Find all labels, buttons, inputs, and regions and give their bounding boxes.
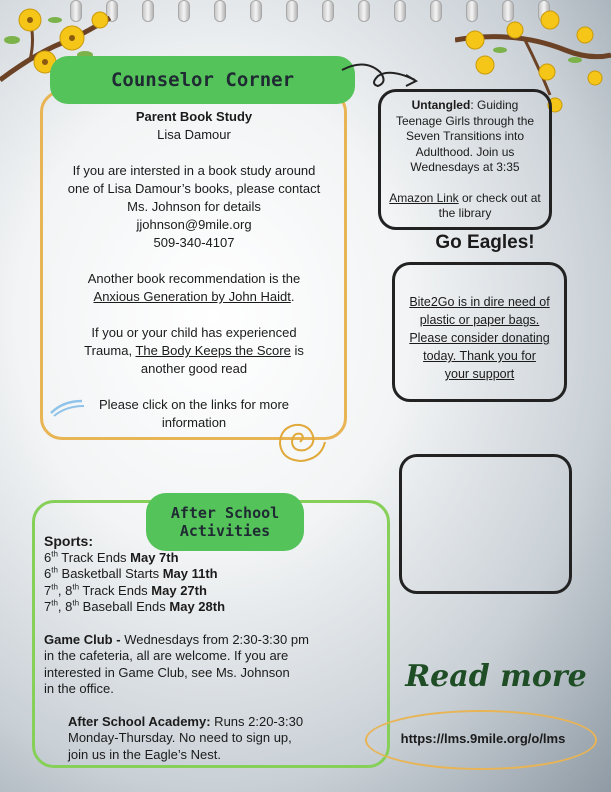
binding-ring — [214, 0, 226, 22]
untangled-line: or check out at — [458, 190, 541, 205]
lms-link[interactable]: https://lms.9mile.org/o/lms — [400, 731, 566, 746]
counselor-corner-text — [48, 108, 340, 432]
parent-book-study-title: Parent Book Study — [135, 109, 253, 124]
sport-item: 7th, 8th Track Ends May 27th — [44, 582, 207, 598]
study-line: one of Lisa Damour’s books, please contact — [67, 181, 321, 196]
empty-box — [399, 454, 572, 594]
academy-line: join us in the Eagle’s Nest. — [68, 746, 221, 762]
sport-item: 6th Track Ends May 7th — [44, 549, 179, 565]
bite2go-line: your support — [444, 367, 515, 381]
academy-label: After School Academy: — [68, 713, 211, 729]
after-school-title: After School — [170, 504, 280, 522]
trauma-line: another good read — [140, 361, 248, 376]
academy-line: Runs 2:20-3:30 — [210, 713, 304, 729]
period: . — [290, 289, 295, 304]
study-line: If you are intersted in a book study around — [72, 163, 316, 178]
trauma-line: If you or your child has experienced — [91, 325, 297, 340]
links-note: information — [161, 415, 227, 430]
after-school-title: Activities — [179, 522, 271, 540]
bite2go-line: today. Thank you for — [423, 349, 536, 363]
game-club-line: Game Club - Wednesdays from 2:30-3:30 pm — [44, 631, 309, 647]
game-club-line: in the office. — [44, 681, 114, 696]
phone-text: 509-340-4107 — [153, 235, 235, 250]
binding-ring — [250, 0, 262, 22]
untangled-line: the library — [438, 206, 492, 220]
trauma-suffix: is — [290, 343, 304, 358]
bite2go-line: Bite2Go is in dire need of — [409, 295, 550, 309]
swoosh-icon — [48, 397, 88, 417]
untangled-line: Adulthood. Join us — [415, 144, 515, 159]
untangled-line: Teenage Girls through the — [395, 113, 535, 128]
recommendation-line: Another book recommendation is the — [87, 271, 301, 286]
bite2go-box[interactable] — [392, 262, 567, 402]
sport-item: 6th Basketball Starts May 11th — [44, 565, 218, 581]
binding-ring — [142, 0, 154, 22]
sports-label: Sports: — [44, 533, 93, 549]
read-more-heading: Read more — [405, 659, 587, 694]
activities-text — [44, 533, 384, 763]
academy-line: Monday-Thursday. No need to sign up, — [68, 730, 292, 745]
binding-ring — [178, 0, 190, 22]
binding-ring — [394, 0, 406, 22]
game-club-line: in the cafeteria, all are welcome. If you are — [44, 648, 289, 663]
bite2go-line: Please consider donating — [409, 331, 550, 345]
untangled-title: Untangled — [411, 98, 471, 112]
links-note: Please click on the links for more — [98, 397, 290, 412]
sport-item: 7th, 8th Baseball Ends May 28th — [44, 598, 226, 614]
amazon-link[interactable]: Amazon Link — [389, 190, 459, 205]
spiral-doodle-icon — [265, 412, 335, 472]
trauma-prefix: Trauma, — [84, 343, 136, 358]
bite2go-line: plastic or paper bags. — [419, 313, 540, 327]
untangled-line: Seven Transitions into — [405, 129, 525, 143]
body-keeps-score-link[interactable]: The Body Keeps the Score — [135, 343, 291, 358]
untangled-line: : Guiding — [470, 98, 519, 112]
study-author: Lisa Damour — [157, 127, 231, 142]
academy-block — [44, 714, 384, 764]
binding-ring — [286, 0, 298, 22]
counselor-corner-header: Counselor Corner — [50, 56, 355, 104]
game-club-line: interested in Game Club, see Ms. Johnson — [44, 664, 290, 680]
binding-ring — [358, 0, 370, 22]
go-eagles-heading: Go Eagles! — [435, 232, 535, 253]
anxious-generation-link[interactable]: Anxious Generation by John Haidt — [93, 289, 291, 304]
binding-ring — [430, 0, 442, 22]
study-line: Ms. Johnson for details — [127, 199, 261, 214]
email-text: jjohnson@9mile.org — [136, 217, 252, 232]
binding-ring — [322, 0, 334, 22]
untangled-box — [378, 89, 552, 230]
untangled-line: Wednesdays at 3:35 — [410, 160, 520, 174]
